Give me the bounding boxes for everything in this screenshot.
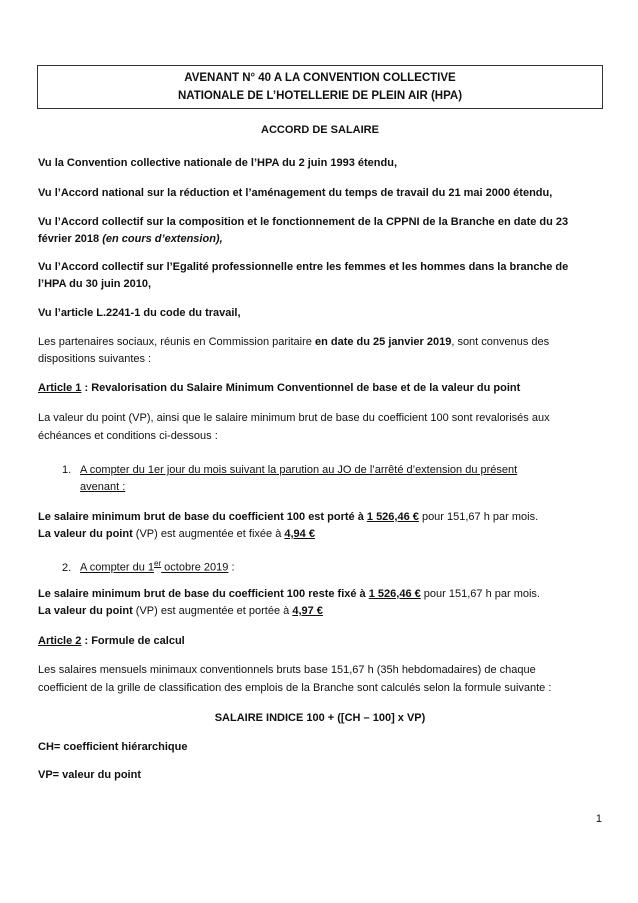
document-subtitle: ACCORD DE SALAIRE bbox=[261, 124, 379, 136]
definition-ch: CH= coefficient hiérarchique bbox=[38, 741, 188, 753]
definition-vp: VP= valeur du point bbox=[38, 769, 141, 781]
salary-formula: SALAIRE INDICE 100 + ([CH – 100] x VP) bbox=[214, 712, 426, 724]
salary-line-1: Le salaire minimum brut de base du coefficient 100 est porté à 1 526,46 € pour 151,67 h par mois. bbox=[38, 511, 539, 523]
title-line-2: NATIONALE DE L’HOTELLERIE DE PLEIN AIR (HPA) bbox=[177, 90, 463, 102]
vu-accord-cppni-line1: Vu l’Accord collectif sur la composition et le fonctionnement de la CPPNI de la Branche en date du 23 bbox=[38, 216, 569, 228]
point-value-line-1: La valeur du point (VP) est augmentée et fixée à 4,94 € bbox=[38, 528, 315, 540]
salary-line-2: Le salaire minimum brut de base du coefficient 100 reste fixé à 1 526,46 € pour 151,67 h par mois. bbox=[38, 588, 540, 600]
article2-paragraph-line2: coefficient de la grille de classification des emplois de la Branche sont calculés selon la formule suivante : bbox=[38, 682, 552, 694]
article1-paragraph-line1: La valeur du point (VP), ainsi que le salaire minimum brut de base du coefficient 100 sont revalorisés aux bbox=[38, 412, 550, 424]
vu-accord-cppni-line2: février 2018 (en cours d’extension), bbox=[38, 233, 223, 245]
article1-heading: Article 1 : Revalorisation du Salaire Minimum Conventionnel de base et de la valeur du point bbox=[38, 382, 521, 394]
point-value-line-2: La valeur du point (VP) est augmentée et portée à 4,97 € bbox=[38, 605, 323, 617]
intro-line1: Les partenaires sociaux, réunis en Commission paritaire en date du 25 janvier 2019, sont convenus des bbox=[38, 336, 550, 348]
vu-accord-egalite-line1: Vu l’Accord collectif sur l’Egalité professionnelle entre les femmes et les hommes dans la branche de bbox=[38, 261, 569, 273]
vu-accord-egalite-line2: l’HPA du 30 juin 2010, bbox=[38, 278, 152, 290]
article2-heading: Article 2 : Formule de calcul bbox=[38, 635, 185, 647]
article2-paragraph-line1: Les salaires mensuels minimaux conventionnels bruts base 151,67 h (35h hebdomadaires) de chaque bbox=[38, 664, 536, 676]
list-item-2: 2. A compter du 1er octobre 2019 : bbox=[62, 559, 235, 574]
vu-accord-rtt: Vu l’Accord national sur la réduction et l’aménagement du temps de travail du 21 mai 2000 étendu, bbox=[38, 187, 553, 199]
article1-paragraph-line2: échéances et conditions ci-dessous : bbox=[38, 430, 218, 442]
list-item-1: 1. A compter du 1er jour du mois suivant la parution au JO de l’arrêté d’extension du présent bbox=[62, 464, 518, 476]
list-item-1-cont: avenant : bbox=[80, 481, 126, 493]
intro-line2: dispositions suivantes : bbox=[38, 353, 152, 365]
vu-convention: Vu la Convention collective nationale de l’HPA du 2 juin 1993 étendu, bbox=[38, 157, 397, 169]
title-box bbox=[37, 65, 603, 109]
title-line-1: AVENANT N° 40 A LA CONVENTION COLLECTIVE bbox=[184, 72, 456, 84]
vu-article-code: Vu l’article L.2241-1 du code du travail, bbox=[38, 307, 241, 319]
page-number: 1 bbox=[595, 813, 602, 825]
